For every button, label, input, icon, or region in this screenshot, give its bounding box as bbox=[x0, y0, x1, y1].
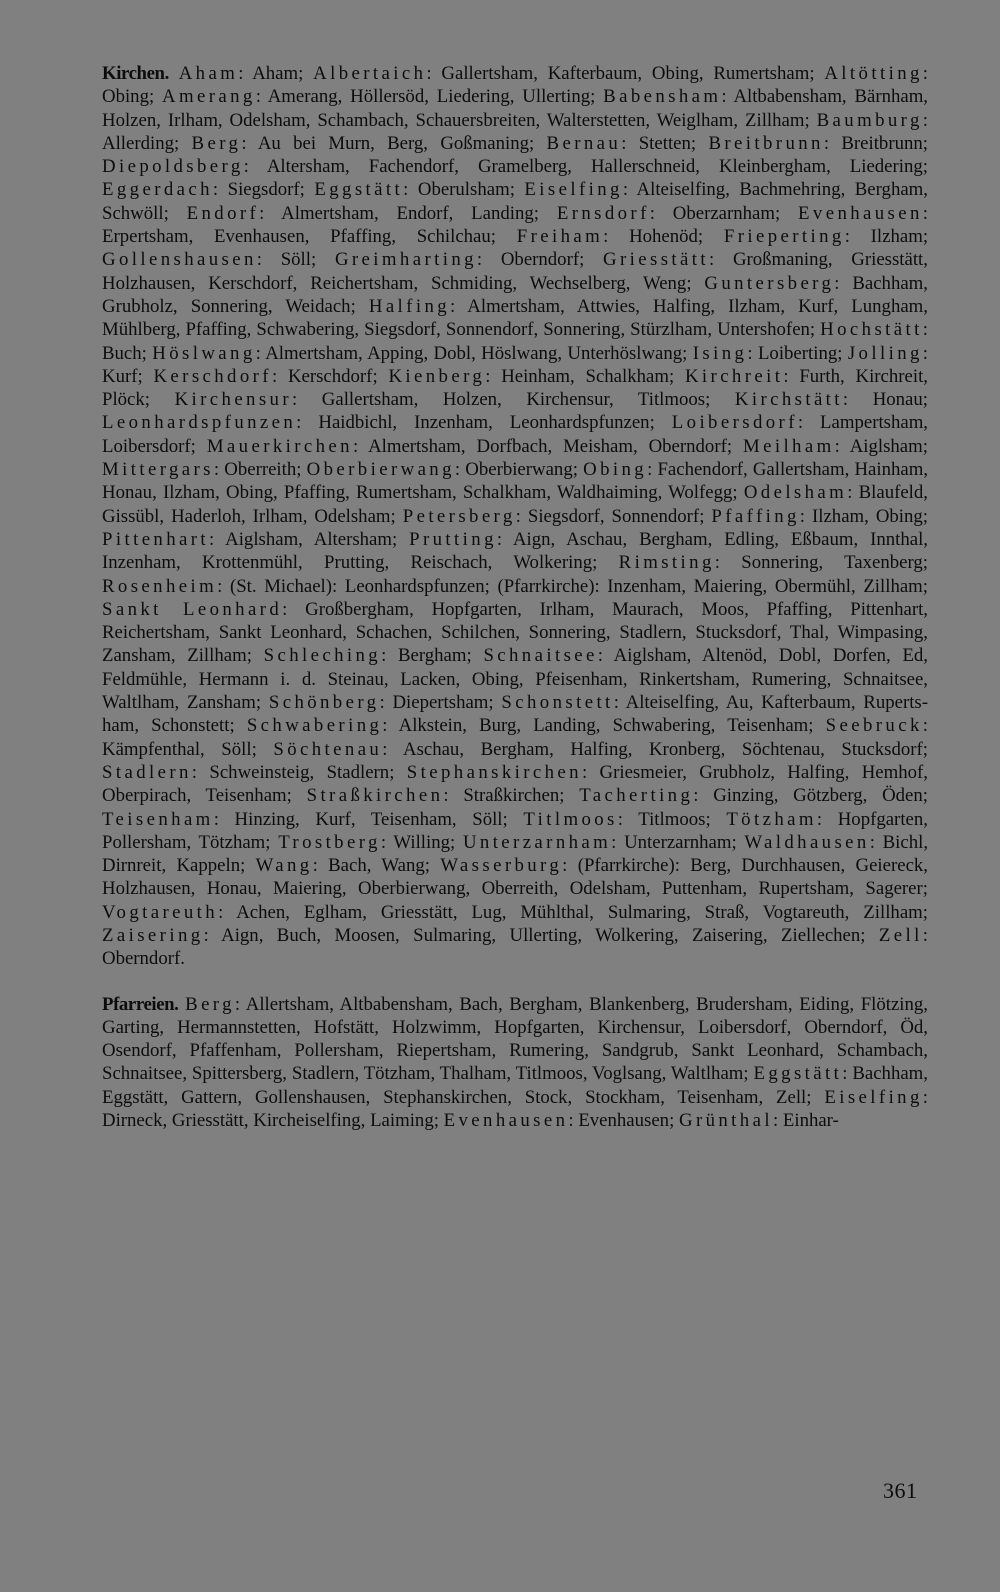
place-name: Kirchreit bbox=[684, 365, 784, 387]
parish-list: Erpertsham, Evenhausen, Pfaffing, Schilchau bbox=[102, 226, 491, 248]
place-name: Höslwang bbox=[152, 342, 256, 364]
parish-list: Siegsdorf, Sonnendorf bbox=[527, 505, 700, 527]
parish-list: Blaufeld, Gissübl, Haderloh, Irlham, Odelsham bbox=[102, 482, 928, 527]
parish-list: Aign, Aschau, Bergham, Edling, Eßbaum, Innthal, Inzenham, Krottenmühl, Prutting, Reischach, Wolkering bbox=[102, 528, 928, 574]
parish-list: Aiglsham, Altenöd, Dobl, Dorfen, Ed, Feldmühle, Hermann i. d. Steinau, Lacken, Obing, Pfeisenham, Rinkertsham, Rumering, Schnaitsee, Waltlham, Zansham bbox=[102, 645, 928, 714]
place-name: Söchtenau bbox=[273, 738, 383, 760]
place-name: Frieperting bbox=[723, 226, 845, 248]
section-pfarreien: Pfarreien. Berg: Allertsham, Altbabensham, Bach, Bergham, Blankenberg, Brudersham, Eiding, Flötzing, Garting, Hermannstetten, Hofstätt, Holzwimm, Hopfgarten, Kirchensur, Loibersdorf, Oberndorf, Öd, Osendorf, Pfaffenham, Pollersham, Riepertsham, Rumering, Sandgrub, Sankt Leonhard, Schambach, Schnaitsee, Spittersberg, Stadlern, Tötzham, Thalham, Titlmoos, Voglsang, Waltlham; Eggstätt: Bachham, Eggstätt, Gattern, Gollenshausen, Stephanskirchen, Stock, Stockham, Teisenham, Zell; Eiselfing: Dirneck, Griesstätt, Kircheiselfing, Laiming; Evenhausen: Evenhausen; Grünthal: Einhar- bbox=[102, 993, 928, 1132]
section-heading: Pfarreien. bbox=[102, 993, 179, 1015]
parish-list: Straßkirchen bbox=[463, 785, 560, 807]
parish-list: Altersham, Fachendorf, Gramelberg, Hallerschneid, Kleinbergham, Liedering bbox=[266, 156, 923, 178]
section-heading: Kirchen. bbox=[102, 63, 169, 84]
place-name: Trostberg bbox=[278, 831, 381, 853]
place-name: Odelsham bbox=[743, 482, 848, 504]
place-name: Teisenham bbox=[102, 808, 214, 830]
parish-list: Söll bbox=[280, 249, 311, 271]
parish-list: Buch bbox=[102, 342, 142, 364]
parish-list: Titlmoos bbox=[638, 808, 706, 830]
parish-list: Almertsham, Attwies, Halfing, Ilzham, Kurf, Lungham, Mühlberg, Pfaffing, Schwabering, Siegsdorf, Sonnendorf, Sonnering, Stürzlham, Untershofen bbox=[102, 295, 928, 341]
parish-list: Willing bbox=[393, 831, 451, 853]
parish-list: Au bei Murn, Berg, Goßmaning bbox=[257, 132, 529, 154]
parish-list: Aham bbox=[252, 63, 299, 84]
parish-list: Bergham bbox=[398, 645, 467, 667]
parish-list: Lampertsham, Loibersdorf bbox=[102, 412, 929, 457]
place-name: Rosenheim bbox=[102, 575, 218, 597]
parish-list: Loiberting bbox=[757, 342, 838, 364]
parish-list: Almertsham, Apping, Dobl, Höslwang, Unterhöslwang bbox=[265, 342, 683, 364]
parish-list: Kerschdorf bbox=[287, 365, 373, 387]
parish-list: Bachham, Eggstätt, Gattern, Gollenshausen, Stephanskirchen, Stock, Stockham, Teisenham, Zell bbox=[102, 1063, 928, 1108]
place-name: Eggstätt bbox=[314, 179, 404, 201]
place-name: Tacherting bbox=[579, 785, 694, 807]
place-name: Titlmoos bbox=[523, 808, 618, 830]
parish-list: Alteiselfing, Au, Kafterbaum, Rupertsham, Schonstett bbox=[102, 692, 929, 737]
place-name: Grünthal bbox=[678, 1110, 773, 1132]
place-name: Guntersberg bbox=[704, 272, 835, 294]
parish-list: Ilzham, Obing bbox=[812, 505, 923, 527]
place-name: Albertaich bbox=[313, 63, 427, 84]
parish-list: Sonnering, Taxenberg bbox=[741, 552, 923, 574]
parish-list: Hinzing, Kurf, Teisenham, Söll bbox=[234, 808, 503, 830]
place-name: Amerang bbox=[162, 86, 256, 108]
parish-list: Unterzarnham bbox=[624, 831, 732, 853]
place-name: Griesstätt bbox=[603, 249, 710, 271]
place-name: Zell bbox=[878, 924, 923, 946]
section-kirchen: Kirchen. Aham: Aham; Albertaich: Gallertsham, Kafterbaum, Obing, Rumertsham; Altötting: Obing; Amerang: Amerang, Höllersöd, Liedering, Ullerting; Babensham: Altbabensham, Bärnham, Holzen, Irlham, Odelsham, Schambach, Schauersbreiten, Walterstetten, Weiglham, Zillham; Baumburg: Allerding; Berg: Au bei Murn, Berg, Goßmaning; Bernau: Stetten; Breitbrunn: Breitbrunn; Diepoldsberg: Altersham, Fachendorf, Gramelberg, Hallerschneid, Kleinbergham, Liedering; Eggerdach: Siegsdorf; Eggstätt: Oberulsham; Eiselfing: Alteiselfing, Bachmehring, Bergham, Schwöll; Endorf: Almertsham, Endorf, Landing; Ernsdorf: Oberzarnham; Evenhausen: Erpertsham, Evenhausen, Pfaffing, Schilchau; Freiham: Hohenöd; Frieperting: Ilzham; Gollenshausen: Söll; Greimharting: Oberndorf; Griesstätt: Großmaning, Griesstätt, Holzhausen, Kerschdorf, Reichertsham, Schmiding, Wechselberg, Weng; Guntersberg: Bachham, Grubholz, Sonnering, Weidach; Halfing: Almertsham, Attwies, Halfing, Ilzham, Kurf, Lungham, Mühlberg, Pfaffing, Schwabering, Siegsdorf, Sonnendorf, Sonnering, Stürzlham, Untershofen; Hochstätt: Buch; Höslwang: Almertsham, Apping, Dobl, Höslwang, Unterhöslwang; Ising: Loiberting; Jolling: Kurf; Kerschdorf: Kerschdorf; Kienberg: Heinham, Schalkham; Kirchreit: Furth, Kirchreit, Plöck; Kirchensur: Gallertsham, Holzen, Kirchensur, Titlmoos; Kirchstätt: Honau; Leonhardspfunzen: Haidbichl, Inzenham, Leonhardspfunzen; Loibersdorf: Lampertsham, Loibersdorf; Mauerkirchen: Almertsham, Dorfbach, Meisham, Oberndorf; Meilham: Aiglsham; Mittergars: Oberreith; Oberbierwang: Oberbierwang; Obing: Fachendorf, Gallertsham, Hainham, Honau, Ilzham, Obing, Pfaffing, Rumertsham, Schalkham, Waldhaiming, Wolfegg; Odelsham: Blaufeld, Gissübl, Haderloh, Irlham, Odelsham; Petersberg: Siegsdorf, Sonnendorf; Pfaffing: Ilzham, Obing; Pittenhart: Aiglsham, Altersham; Prutting: Aign, Aschau, Bergham, Edling, Eßbaum, Innthal, Inzenham, Krottenmühl, Prutting, Reischach, Wolkering; Rimsting: Sonnering, Taxenberg; Rosenheim: (St. Michael): Leonhardspfunzen; (Pfarrkirche): Inzenham, Maiering, Obermühl, Zillham; Sankt Leonhard: Großbergham, Hopfgarten, Irlham, Maurach, Moos, Pfaffing, Pittenhart, Reichertsham, Sankt Leonhard, Schachen, Schilchen, Sonnering, Stadlern, Stucksdorf, Thal, Wimpasing, Zansham, Zillham; Schleching: Bergham; Schnaitsee: Aiglsham, Altenöd, Dobl, Dorfen, Ed, Feldmühle, Hermann i. d. Steinau, Lacken, Obing, Pfeisenham, Rinkertsham, Rumering, Schnaitsee, Waltlham, Zansham; Schönberg: Diepertsham; Schonstett: Alteiselfing, Au, Kafterbaum, Rupertsham, Schonstett; Schwabering: Alkstein, Burg, Landing, Schwabering, Teisenham; Seebruck: Kämpfenthal, Söll; Söchtenau: Aschau, Bergham, Halfing, Kronberg, Söchtenau, Stucksdorf; Stadlern: Schweinsteig, Stadlern; Stephanskirchen: Griesmeier, Grubholz, Halfing, Hemhof, Oberpirach, Teisenham; Straßkirchen: Straßkirchen; Tacherting: Ginzing, Götzberg, Öden; Teisenham: Hinzing, Kurf, Teisenham, Söll; Titlmoos: Titlmoos; Tötzham: Hopfgarten, Pollersham, Tötzham; Trostberg: Willing; Unterzarnham: Unterzarnham; Waldhausen: Bichl, Dirnreit, Kappeln; Wang: Bach, Wang; Wasserburg: (Pfarrkirche): Berg, Durchhausen, Geiereck, Holzhausen, Honau, Maiering, Oberbierwang, Oberreith, Odelsham, Puttenham, Rupertsham, Sagerer; Vogtareuth: Achen, Eglham, Griesstätt, Lug, Mühlthal, Sulmaring, Straß, Vogtareuth, Zillham; Zaisering: Aign, Buch, Moosen, Sulmaring, Ullerting, Wolkering, Zaisering, Ziellechen; Zell: Oberndorf. bbox=[102, 63, 929, 970]
parish-list: Furth, Kirchreit, Plöck bbox=[102, 365, 928, 411]
place-name: Evenhausen bbox=[798, 202, 923, 224]
index-content bbox=[102, 62, 928, 1132]
place-name: Halfing bbox=[368, 295, 451, 317]
place-name: Schleching bbox=[263, 645, 382, 667]
place-name: Diepoldsberg bbox=[102, 156, 244, 178]
parish-list: Obing bbox=[102, 86, 149, 108]
place-name: Prutting bbox=[409, 528, 497, 550]
parish-list: Honau bbox=[872, 389, 923, 411]
place-name: Stephanskirchen bbox=[406, 761, 582, 783]
parish-list: Aschau, Bergham, Halfing, Kronberg, Söchtenau, Stucksdorf bbox=[403, 738, 923, 760]
parish-list: Diepertsham bbox=[392, 692, 489, 714]
parish-list: Schweinsteig, Stadlern bbox=[209, 761, 390, 783]
parish-list: Kurf bbox=[102, 365, 138, 387]
place-name: Pfaffing bbox=[711, 505, 800, 527]
place-name: Meilham bbox=[742, 435, 835, 457]
parish-list: Allerding bbox=[102, 132, 174, 154]
place-name: Eiselfing bbox=[824, 1086, 923, 1108]
parish-list: Kämpfenthal, Söll bbox=[102, 738, 252, 760]
place-name: Vogtareuth bbox=[102, 901, 219, 923]
place-name: Straßkirchen bbox=[306, 785, 444, 807]
parish-list: Alteiselfing, Bachmehring, Bergham, Schwöll bbox=[102, 179, 928, 224]
place-name: Wasserburg bbox=[440, 855, 563, 877]
place-name: Endorf bbox=[186, 202, 260, 224]
place-name: Rimsting bbox=[618, 552, 715, 574]
place-name: Berg bbox=[191, 132, 242, 154]
parish-list: Aiglsham bbox=[849, 435, 923, 457]
place-name: Kerschdorf bbox=[153, 365, 272, 387]
place-name: Kirchensur bbox=[174, 389, 293, 411]
parish-list: (Pfarrkirche): Berg, Durchhausen, Geiereck, Holzhausen, Honau, Maiering, Oberbierwang, Oberreith, Odelsham, Puttenham, Rupertsham, Sagerer bbox=[102, 855, 928, 900]
parish-list: Bichl, Dirnreit, Kappeln bbox=[102, 831, 929, 877]
parish-list: Almertsham, Endorf, Landing bbox=[281, 202, 534, 224]
place-name: Obing bbox=[583, 459, 648, 481]
parish-list: Dirneck, Griesstätt, Kircheiselfing, Laiming bbox=[102, 1110, 434, 1132]
place-name: Zaisering bbox=[102, 924, 204, 946]
parish-list: Oberulsham bbox=[417, 179, 510, 201]
parish-list: Fachendorf, Gallertsham, Hainham, Honau, Ilzham, Obing, Pfaffing, Rumertsham, Schalkham, Waldhaiming, Wolfegg bbox=[102, 459, 929, 504]
parish-list: Stetten bbox=[638, 132, 691, 154]
parish-list: Aign, Buch, Moosen, Sulmaring, Ullerting, Wolkering, Zaisering, Ziellechen bbox=[221, 924, 861, 946]
parish-list: Ilzham bbox=[870, 226, 923, 248]
place-name: Babensham bbox=[603, 86, 722, 108]
page-number: 361 bbox=[883, 1478, 918, 1503]
place-name: Aham bbox=[178, 63, 239, 84]
place-name: Petersberg bbox=[402, 505, 516, 527]
place-name: Eiselfing bbox=[524, 179, 623, 201]
parish-list: Aiglsham, Altersham bbox=[225, 528, 392, 550]
parish-list: Achen, Eglham, Griesstätt, Lug, Mühlthal, Sulmaring, Straß, Vogtareuth, Zillham bbox=[236, 901, 923, 923]
parish-list: Bachham, Grubholz, Sonnering, Weidach bbox=[102, 272, 928, 317]
parish-list: Allertsham, Altbabensham, Bach, Bergham, Blankenberg, Brudersham, Eiding, Flötzing, Garting, Hermannstetten, Hofstätt, Holzwimm, Hopfgarten, Kirchensur, Loibersdorf, Oberndorf, Öd, Osendorf, Pfaffenham, Pollersham, Riepertsham, Rumering, Sandgrub, Sankt Leonhard, Schambach, Schnaitsee, Spittersberg, Stadlern, Tötzham, Thalham, Titlmoos, Voglsang, Waltlham bbox=[102, 993, 928, 1085]
parish-list: Heinham, Schalkham bbox=[501, 365, 669, 387]
parish-list: (St. Michael): Leonhardspfunzen; (Pfarrkirche): Inzenham, Maiering, Obermühl, Zillham bbox=[229, 575, 923, 597]
place-name: Jolling bbox=[847, 342, 923, 364]
place-name: Oberbierwang bbox=[306, 459, 455, 481]
parish-list: Bach, Wang bbox=[328, 855, 425, 877]
place-name: Greimharting bbox=[334, 249, 477, 271]
parish-list: Oberreith bbox=[224, 459, 297, 481]
place-name: Baumburg bbox=[816, 109, 923, 131]
parish-list: Gallertsham, Kafterbaum, Obing, Rumertsham bbox=[441, 63, 810, 84]
place-name: Schnaitsee bbox=[483, 645, 598, 667]
parish-list: Oberndorf bbox=[500, 249, 580, 271]
parish-list: Oberzarnham bbox=[672, 202, 775, 224]
place-name: Waldhausen bbox=[744, 831, 870, 853]
place-name: Loibersdorf bbox=[671, 412, 798, 434]
place-name: Ernsdorf bbox=[556, 202, 650, 224]
parish-list: Siegsdorf bbox=[227, 179, 300, 201]
parish-list: Haidbichl, Inzenham, Leonhardspfunzen bbox=[318, 412, 650, 434]
parish-list: Breitbrunn bbox=[841, 132, 923, 154]
parish-list: Hohenöd bbox=[629, 226, 698, 248]
parish-list: Almertsham, Dorfbach, Meisham, Oberndorf bbox=[368, 435, 727, 457]
place-name: Mittergars bbox=[102, 459, 214, 481]
place-name: Wang bbox=[255, 855, 313, 877]
parish-list: Oberndorf. bbox=[102, 948, 185, 970]
place-name: Stadlern bbox=[102, 761, 192, 783]
place-name: Eggerdach bbox=[102, 179, 213, 201]
place-name: Breitbrunn bbox=[708, 132, 824, 154]
place-name: Mauerkirchen bbox=[206, 435, 353, 457]
parish-list: Hopfgarten, Pollersham, Tötzham bbox=[102, 808, 928, 853]
place-name: Schwabering bbox=[246, 715, 383, 737]
place-name: Schönberg bbox=[268, 692, 380, 714]
parish-list: Griesmeier, Grubholz, Halfing, Hemhof, Oberpirach, Teisenham bbox=[102, 761, 928, 807]
parish-list: Altbabensham, Bärnham, Holzen, Irlham, Odelsham, Schambach, Schauersbreiten, Walterstetten, Weiglham, Zillham bbox=[102, 86, 928, 131]
place-name: Ising bbox=[692, 342, 748, 364]
place-name: Hochstätt bbox=[820, 319, 923, 341]
place-name: Leonhardspfunzen bbox=[102, 412, 297, 434]
place-name: Unterzarnham bbox=[462, 831, 612, 853]
place-name: Evenhausen bbox=[443, 1110, 569, 1132]
place-name: Seebruck bbox=[825, 715, 923, 737]
parish-list: Einhar- bbox=[782, 1110, 839, 1132]
place-name: Kienberg bbox=[388, 365, 486, 387]
parish-list: Ginzing, Götzberg, Öden bbox=[713, 785, 923, 807]
place-name: Pittenhart bbox=[102, 528, 210, 550]
place-name: Freiham bbox=[516, 226, 604, 248]
parish-list: Alkstein, Burg, Landing, Schwabering, Teisenham bbox=[398, 715, 809, 737]
place-name: Tötzham bbox=[726, 808, 817, 830]
place-name: Altötting bbox=[824, 63, 923, 84]
parish-list: Großmaning, Griesstätt, Holzhausen, Kerschdorf, Reichertsham, Schmiding, Wechselberg, Weng bbox=[102, 249, 928, 294]
parish-list: Amerang, Höllersöd, Liedering, Ullerting bbox=[267, 86, 591, 108]
place-name: Berg bbox=[185, 993, 235, 1015]
place-name: Bernau bbox=[546, 132, 622, 154]
place-name: Schonstett bbox=[501, 692, 614, 714]
parish-list: Gallertsham, Holzen, Kirchensur, Titlmoos bbox=[321, 389, 706, 411]
place-name: Eggstätt bbox=[753, 1063, 843, 1085]
place-name: Gollenshausen bbox=[102, 249, 257, 271]
place-name: Kirchstätt bbox=[734, 389, 843, 411]
parish-list: Oberbierwang bbox=[465, 459, 573, 481]
parish-list: Evenhausen bbox=[578, 1110, 670, 1132]
place-name: Sankt Leonhard bbox=[102, 598, 283, 620]
parish-list: Großbergham, Hopfgarten, Irlham, Maurach, Moos, Pfaffing, Pittenhart, Reichertsham, Sankt Leonhard, Schachen, Schilchen, Sonnering, Stadlern, Stucksdorf, Thal, Wimpasing, Zansham, Zillham bbox=[102, 598, 928, 667]
